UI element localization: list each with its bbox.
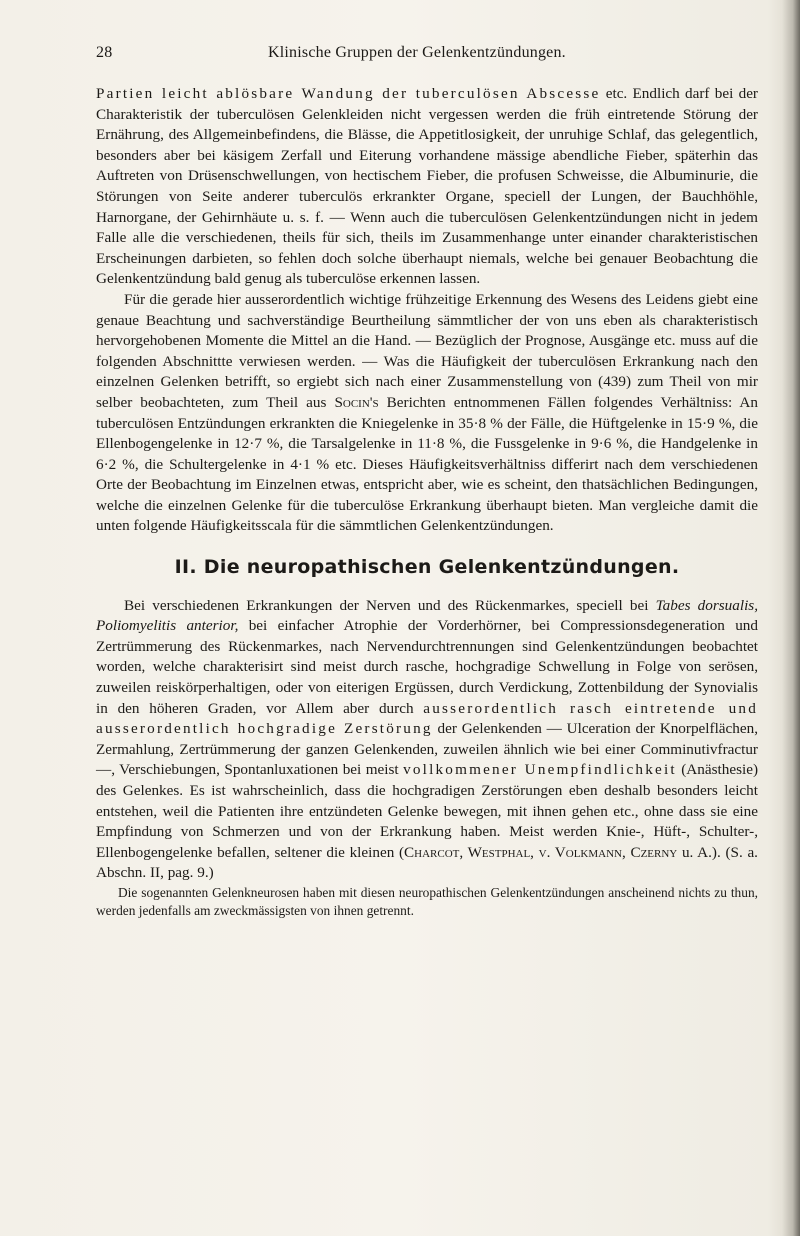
spaced-emphasis-destruction: ausserordentlich rasch eintretende und ausserordentlich hochgradige Zerstörung [96, 699, 758, 738]
paragraph-2 [96, 290, 758, 537]
page-header [96, 44, 756, 68]
body-text [96, 84, 758, 920]
paragraph-3-text-3: der Gelenkenden — Ulceration der Knorpelflächen, Zermahlung, Zertrümmerung der ganzen Gelenkenden, zuweilen ähnlich wie bei einer Comminutivfractur —, Verschiebungen, Spontanluxationen bei meist [96, 720, 758, 779]
paragraph-3-text-4: (Anästhesie) des Gelenkes. Es ist wahrscheinlich, dass die hochgradigen Zerstörungen eben deshalb besonders leicht entstehen, weil die Patienten ihre entzündeten Gelenke bewegen, mit ihnen gehen etc., ohne dass sie eine Empfindung von Schmerzen und von der Erkrankung haben. Meist werden Knie-, Hüft-, Schulter-, Ellenbogengelenke befallen, seltener die kleinen ( [96, 761, 759, 861]
paragraph-3 [96, 596, 758, 884]
italic-disease-names: Tabes dorsualis, Poliomyelitis anterior, [96, 596, 758, 635]
author-list: Charcot, Westphal, v. Volkmann, Czerny [404, 843, 678, 861]
paragraph-1 [96, 84, 758, 290]
paragraph-3-text-5: u. A.). (S. a. Abschn. II, pag. 9.) [96, 843, 758, 882]
paragraph-3-text-1: Bei verschiedenen Erkrankungen der Nerven und des Rückenmarkes, speciell bei [124, 596, 656, 614]
page-edge-shadow [782, 0, 800, 1236]
section-heading: II. Die neuropathischen Gelenkentzündungen. [174, 556, 680, 579]
paragraph-1-text: etc. Endlich darf bei der Charakteristik der tuberculösen Gelenkleiden nicht vergessen werden die früh eintretende Störung der Ernährung, des Allgemeinbefindens, die Blässe, die Appetitlosigkeit, der unruhige Schlaf, das gelegentlich, besonders aber bei käsigem Zerfall und Eiterung vorhandene mässige abendliche Fieber, späterhin das Auftreten von Drüsenschwellungen, von hectischem Fieber, die profusen Schweisse, die Albuminurie, die Störungen von Seite anderer tuberculös erkrankter Organe, speciell der Lungen, der Bauchhöhle, Harnorgane, der Gehirnhäute u. s. f. — Wenn auch die tuberculösen Gelenkentzündungen nicht in jedem Falle alle die verschiedenen, theils für sich, theils im Zusammenhange unter einander charakteristischen Erscheinungen darbieten, so fehlen doch solche überhaupt niemals, welche bei genauer Beobachtung die Gelenkentzündung bald genug als tuberculöse erkennen lassen. [96, 85, 758, 288]
page-number: 28 [96, 44, 113, 61]
paragraph-3-text-2: bei einfacher Atrophie der Vorderhörner, bei Compressionsdegeneration und Zertrümmerung des Rückenmarkes, nach Nervendurchtrennungen sind Gelenkentzündungen beobachtet worden, welche charakterisirt sind meist durch rasche, hochgradige Schwellung in Folge von serösen, zuweilen reiskörperhaltigen, oder von eiterigen Ergüssen, durch Verdickung, Zottenbildung der Synovialis in den höheren Graden, vor Allem aber durch [96, 617, 758, 717]
spaced-lead-text: Partien leicht ablösbare Wandung der tuberculösen Abscesse [96, 85, 601, 102]
paragraph-2-text-b: Berichten entnommenen Fällen folgendes Verhältniss: An tuberculösen Entzündungen erkrankten die Kniegelenke in 35·8 % der Fälle, die Hüftgelenke in 15·9 %, die Ellenbogengelenke in 12·7 %, die Tarsalgelenke in 11·8 %, die Fussgelenke in 9·6 %, die Handgelenke in 6·2 %, die Schultergelenke in 4·1 % etc. Dieses Häufigkeitsverhältniss differirt nach dem verschiedenen Orte der Beobachtung im Einzelnen etwas, entspricht aber, wie es scheint, den thatsächlichen Bedingungen, welche die einzelnen Gelenke für die tuberculöse Erkrankung überhaupt bieten. Man vergleiche damit die unten folgende Häufigkeitsscala für die sämmtlichen Gelenkentzündungen. [96, 393, 758, 535]
author-socin: Socin's [334, 393, 379, 411]
spaced-emphasis-insensitivity: vollkommener Unempfindlichkeit [403, 761, 677, 779]
paragraph-2-text-a: Für die gerade hier ausserordentlich wichtige frühzeitige Erkennung des Wesens des Leidens giebt eine genaue Beachtung und sachverständige Beurtheilung sämmtlicher der von uns eben als charakteristisch hervorgehobenen Momente die Mittel an die Hand. — Bezüglich der Prognose, Ausgänge etc. muss auf die folgenden Abschnittte verwiesen werden. — Was die Häufigkeit der tuberculösen Erkrankung nach den einzelnen Gelenken betrifft, so ergiebt sich nach einer Zusammenstellung von (439) zum Theil von mir selber beobachteten, zum Theil aus [96, 290, 758, 411]
running-title: Klinische Gruppen der Gelenkentzündungen. [268, 44, 566, 61]
footnote: Die sogenannten Gelenkneurosen haben mit diesen neuropathischen Gelenkentzündungen anscheinend nichts zu thun, werden jedenfalls am zweckmässigsten von ihnen getrennt. [96, 884, 758, 918]
